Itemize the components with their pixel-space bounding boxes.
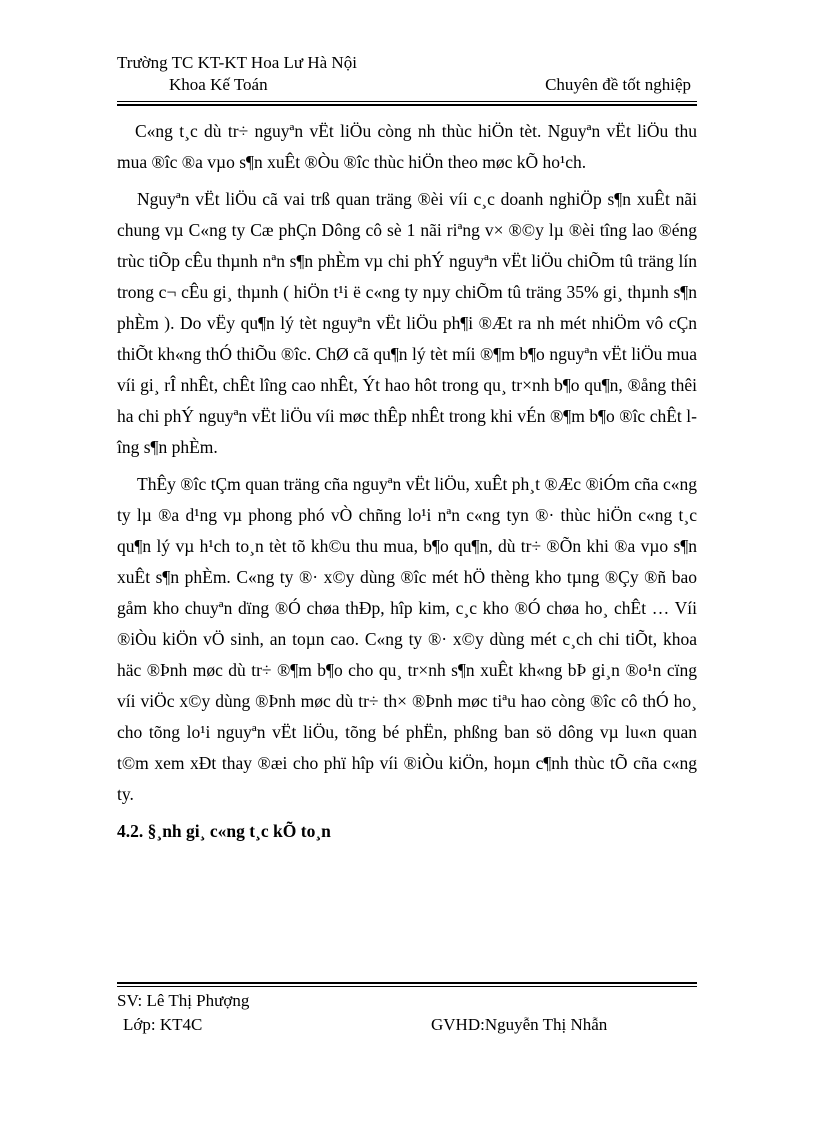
school-name: Trường TC KT-KT Hoa Lư Hà Nội <box>117 53 357 72</box>
footer-divider-thick <box>117 982 697 984</box>
advisor-name: GVHD:Nguyễn Thị Nhẫn <box>431 1015 608 1034</box>
page-footer <box>117 989 697 1037</box>
header-divider-thick <box>117 104 697 106</box>
student-name: SV: Lê Thị Phượng <box>117 991 250 1010</box>
paragraph: C«ng t¸c dù tr÷ nguyªn vËt liÖu còng nh thùc hiÖn tèt. Nguyªn vËt liÖu thu mua ®îc ®a vµo s¶n xuÊt ®Òu ®îc thùc hiÖn theo møc kÕ ho¹ch. <box>117 121 697 172</box>
document-type: Chuyên đề tốt nghiệp <box>545 75 691 94</box>
paragraph: ThÊy ®îc tÇm quan träng cña nguyªn vËt liÖu, xuÊt ph¸t ®Æc ®iÓm cña c«ng ty lµ ®a d¹ng vµ phong phó vÒ chñng lo¹i nªn c«ng tyn ®· thùc hiÖn c«ng t¸c qu¶n lý vµ h¹ch to¸n tèt tõ kh©u thu mua, b¶o qu¶n, dù tr÷ ®Õn khi ®a vµo s¶n xuÊt s¶n phÈm. C«ng ty ®· x©y dùng ®îc mét hÖ thèng kho tµng ®Çy ®ñ bao gåm kho chuyªn dïng ®Ó chøa thÐp, hîp kim, c¸c kho ®Ó chøa ho¸ chÊt … Víi ®iÒu kiÖn vÖ sinh, an toµn cao. C«ng ty ®· x©y dùng mét c¸ch chi tiÕt, khoa häc ®Þnh møc dù tr÷ ®¶m b¶o cho qu¸ tr×nh s¶n xuÊt kh«ng bÞ gi¸n ®o¹n cïng víi viÖc x©y dùng ®Þnh møc dù tr÷ th× ®Þnh møc tiªu hao còng ®îc cô thÓ ho¸ cho tõng lo¹i nguyªn vËt liÖu, tõng bé phËn, phßng ban sö dông vµ lu«n quan t©m xem xÐt thay ®æi cho phï hîp víi ®iÒu kiÖn, hoµn c¶nh thùc tÕ cña c«ng ty. <box>117 474 697 804</box>
class-name: Lớp: KT4C <box>123 1015 203 1034</box>
page-header <box>117 52 697 96</box>
section-heading: 4.2. §¸nh gi¸ c«ng t¸c kÕ to¸n <box>117 821 331 841</box>
faculty-name: Khoa Kế Toán <box>169 75 268 94</box>
document-body <box>117 116 697 853</box>
paragraph: Nguyªn vËt liÖu cã vai trß quan träng ®èi víi c¸c doanh nghiÖp s¶n xuÊt nãi chung vµ C«ng ty Cæ phÇn Dông cô sè 1 nãi riªng v× ®©y lµ ®èi tîng lao ®éng trùc tiÕp cÊu thµnh nªn s¶n phÈm vµ chi phÝ nguyªn vËt liÖu chiÕm tû träng lín trong c¬ cÊu gi¸ thµnh ( hiÖn t¹i ë c«ng ty nµy chiÕm tû träng 35% gi¸ thµnh s¶n phÈm ). Do vËy qu¶n lý tèt nguyªn vËt liÖu ph¶i ®Æt ra nh mét nhiÖm vô cÇn thiÕt kh«ng thÓ thiÕu ®îc. ChØ cã qu¶n lý tèt míi ®¶m b¶o nguyªn vËt liÖu mua víi gi¸ rÎ nhÊt, chÊt lîng cao nhÊt, Ýt hao hôt trong qu¸ tr×nh b¶o qu¶n, ®ång thêi ha chi phÝ nguyªn vËt liÖu víi møc thÊp nhÊt trong khi vÉn ®¶m b¶o ®îc chÊt lîng s¶n phÈm. <box>117 189 697 457</box>
footer-divider-thin <box>117 986 697 987</box>
header-divider-thin <box>117 101 697 102</box>
